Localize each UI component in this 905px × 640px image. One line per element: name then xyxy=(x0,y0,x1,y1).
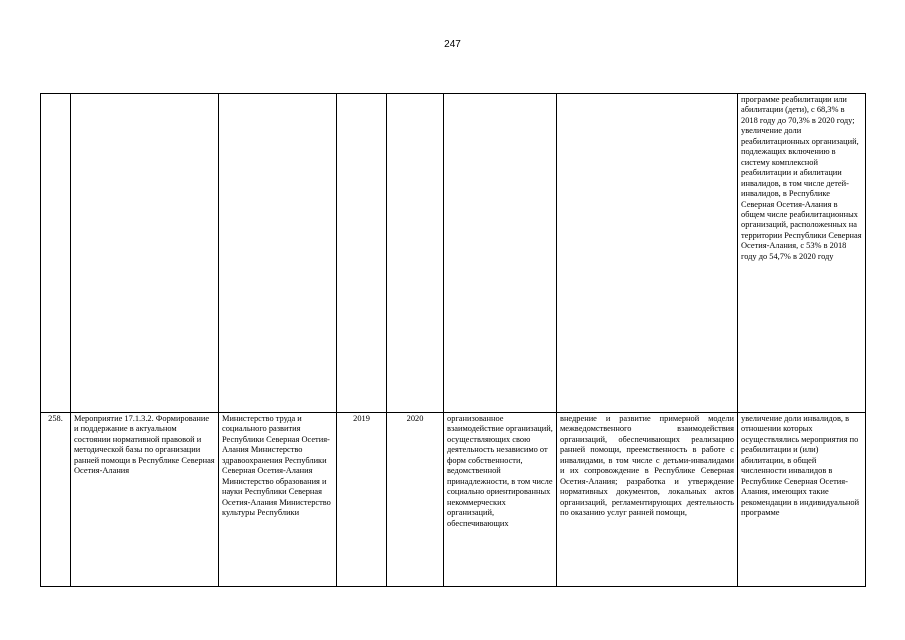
program-table xyxy=(40,93,866,587)
table-row-258 xyxy=(41,413,866,587)
cell-participants: организованное взаимодействие организаций, осуществляющих свою деятельность независимо от форм собственности, ведомственной принадлежности, в том числе социально ориентированных некоммерческих организаций, обеспечивающих xyxy=(444,413,557,587)
cell-measure: Мероприятие 17.1.3.2. Формирование и поддержание в актуальном состоянии нормативной правовой и методической базы по организации ранней помощи в Республике Северная Осетия-Алания xyxy=(71,413,219,587)
cell-measure xyxy=(71,94,219,413)
cell-start-year: 2019 xyxy=(337,413,387,587)
cell-result xyxy=(557,94,738,413)
cell-result: внедрение и развитие примерной модели межведомственного взаимодействия организаций, обеспечивающих реализацию ранней помощи, преемственность в работе с инвалидами, в том числе с детьми-инвалидами и их сопровождение в Республике Северная Осетия-Алания; разработка и утверждение нормативных документов, локальных актов организаций, регламентирующих деятельность по оказанию услуг ранней помощи, xyxy=(557,413,738,587)
cell-num xyxy=(41,94,71,413)
cell-end-year xyxy=(387,94,444,413)
cell-start-year xyxy=(337,94,387,413)
cell-end-year: 2020 xyxy=(387,413,444,587)
cell-executors xyxy=(219,94,337,413)
page-number: 247 xyxy=(444,39,461,50)
cell-executors: Министерство труда и социального развития Республики Северная Осетия-Алания Министерство здравоохранения Республики Северная Осетия-Алания Министерство образования и науки Республики Северная Осетия-Алания Министерство культуры Республики xyxy=(219,413,337,587)
table-row-continued xyxy=(41,94,866,413)
cell-num: 258. xyxy=(41,413,71,587)
cell-indicators: программе реабилитации или абилитации (дети), с 68,3% в 2018 году до 70,3% в 2020 году; увеличение доли реабилитационных организаций, подлежащих включению в систему комплексной реабилитации и абилитации инвалидов, в том числе детей-инвалидов, в Республике Северная Осетия-Алания в общем числе реабилитационных организаций, расположенных на территории Республики Северная Осетия-Алания, с 53% в 2018 году до 54,7% в 2020 году xyxy=(738,94,866,413)
cell-indicators: увеличение доли инвалидов, в отношении которых осуществлялись мероприятия по реабилитации и (или) абилитации, в общей численности инвалидов в Республике Северная Осетия-Алания, имеющих такие рекомендации в индивидуальной программе xyxy=(738,413,866,587)
cell-participants xyxy=(444,94,557,413)
